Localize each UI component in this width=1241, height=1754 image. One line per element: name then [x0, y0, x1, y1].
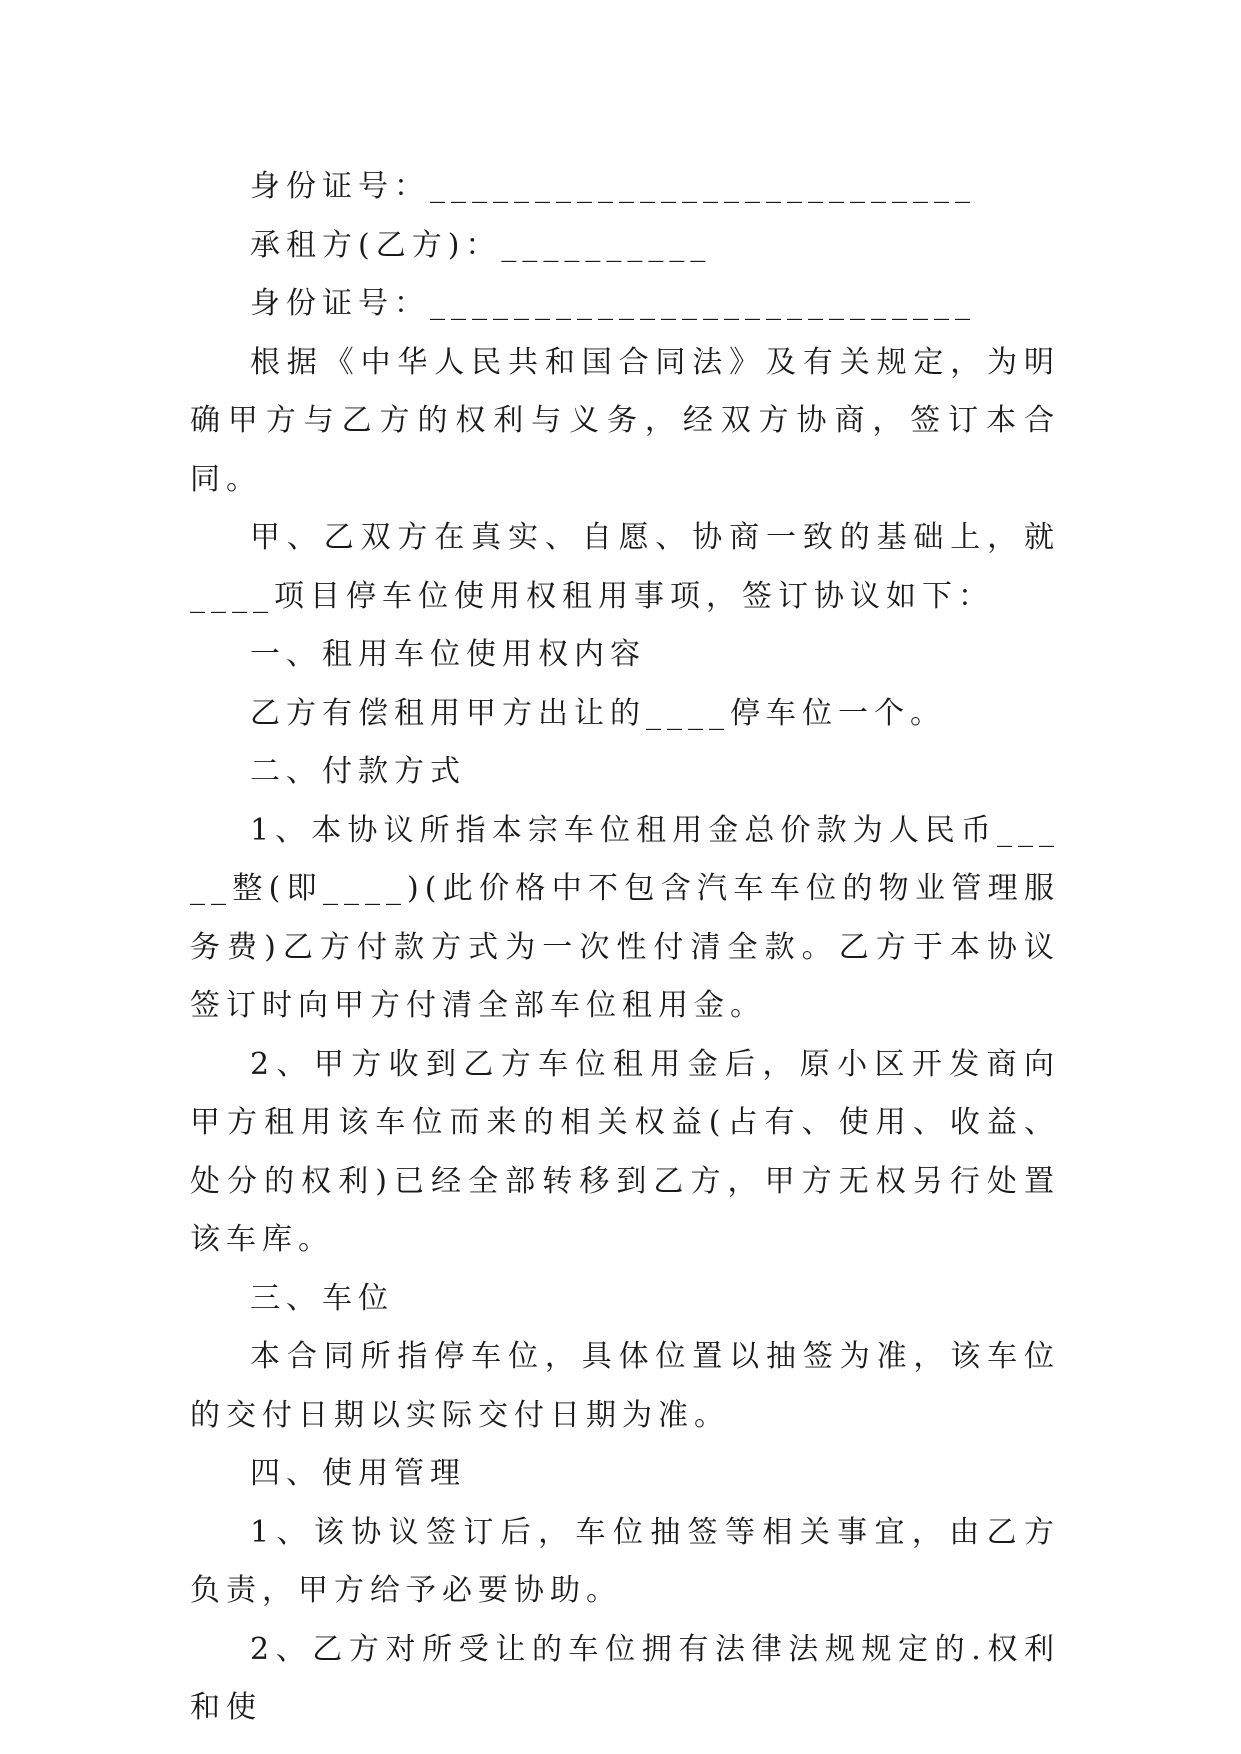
- section-4-clause-2: 2、乙方对所受让的车位拥有法律法规规定的.权利和使: [190, 1631, 1060, 1725]
- section-heading-1: 一、租用车位使用权内容: [250, 637, 646, 672]
- section-4-clause-1: 1、该协议签订后，车位抽签等相关事宜，由乙方负责，甲方给予必要协助。: [190, 1514, 1060, 1608]
- document-body: [190, 158, 1060, 1738]
- preamble-paragraph: 根据《中华人民共和国合同法》及有关规定，为明确甲方与乙方的权利与义务，经双方协商，签订本合同。: [190, 344, 1060, 497]
- lessor-id-number-line: 身份证号：__________________________: [250, 169, 976, 204]
- lessee-id-number-line: 身份证号：__________________________: [250, 286, 976, 321]
- lessee-line: 承租方(乙方)：__________: [250, 227, 712, 263]
- section-2-clause-1: 1、本协议所指本宗车位租用金总价款为人民币_____整(即____)(此价格中不包含汽车车位的物业管理服务费)乙方付款方式为一次性付清全款。乙方于本协议签订时向甲方付清全部车位租用金。: [190, 812, 1060, 1023]
- section-1-paragraph: 乙方有偿租用甲方出让的____停车位一个。: [250, 695, 946, 731]
- section-3-paragraph: 本合同所指停车位，具体位置以抽签为准，该车位的交付日期以实际交付日期为准。: [190, 1339, 1060, 1433]
- section-2-clause-2: 2、甲方收到乙方车位租用金后，原小区开发商向甲方租用该车位而来的相关权益(占有、使用、收益、处分的权利)已经全部转移到乙方，甲方无权另行处置该车库。: [190, 1046, 1060, 1257]
- section-heading-2: 二、付款方式: [250, 754, 466, 789]
- section-heading-4: 四、使用管理: [250, 1456, 466, 1491]
- section-heading-3: 三、车位: [250, 1280, 394, 1316]
- agreement-intro-paragraph: 甲、乙双方在真实、自愿、协商一致的基础上，就____项目停车位使用权租用事项，签订协议如下：: [190, 520, 1060, 614]
